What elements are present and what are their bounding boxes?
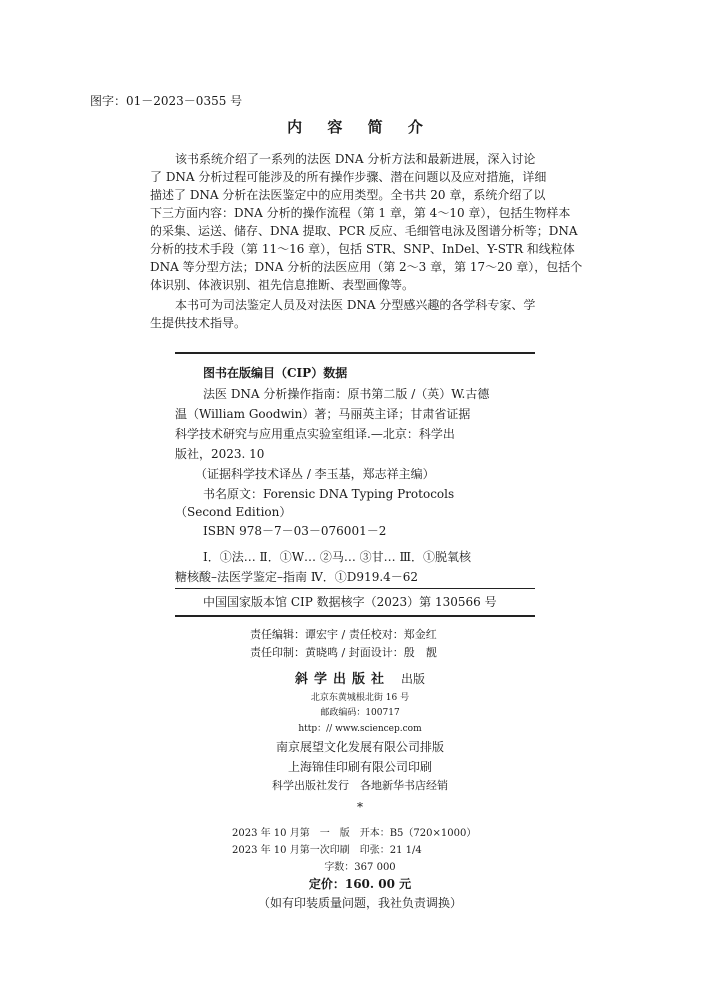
- cip-line: 法医 DNA 分析操作指南：原书第二版 /（英）W.古德: [203, 387, 490, 401]
- summary-line: 该书系统介绍了一系列的法医 DNA 分析方法和最新进展，深入讨论: [175, 152, 536, 166]
- cip-bottom-rule: [175, 615, 535, 617]
- summary-line: 生提供技术指导。: [150, 316, 247, 330]
- distribution: 科学出版社发行 各地新华书店经销: [272, 779, 448, 792]
- summary-line: 了 DNA 分析过程可能涉及的所有操作步骤、潜在问题以及应对措施，详细: [150, 170, 547, 184]
- cip-line: （证据科学技术译丛 / 李玉基，郑志祥主编）: [195, 467, 435, 481]
- publisher-name-line: [0, 668, 720, 687]
- cip-line: （Second Edition）: [175, 505, 292, 519]
- cip-line: 版社，2023. 10: [175, 447, 265, 461]
- summary-line: 描述了 DNA 分析在法医鉴定中的应用类型。全书共 20 章，系统介绍了以: [150, 188, 546, 202]
- printer: 上海锦佳印刷有限公司印刷: [287, 760, 432, 774]
- publisher-address: 北京东黄城根北街 16 号: [310, 693, 410, 703]
- edition-line: 2023 年 10 月第一次印刷 印张：21 1/4: [232, 845, 422, 856]
- quality-note: （如有印装质量问题，我社负责调换）: [257, 896, 462, 910]
- cip-data-number: 中国国家版本馆 CIP 数据核字（2023）第 130566 号: [203, 595, 497, 609]
- credits-editors: 责任编辑：谭宏宇 / 责任校对：郑金红: [250, 628, 437, 641]
- summary-line: DNA 等分型方法；DNA 分析的法医应用（第 2～3 章，第 17～20 章），包括个: [150, 260, 583, 274]
- cip-line: 书名原文：Forensic DNA Typing Protocols: [203, 487, 455, 501]
- credits-production: 责任印制：黄晓鸣 / 封面设计：殷 靓: [250, 646, 437, 659]
- word-count: 字数：367 000: [324, 862, 396, 873]
- cip-line: 科学技术研究与应用重点实验室组译.—北京：科学出: [175, 427, 455, 441]
- publisher-website: http：// www.sciencep.com: [298, 724, 422, 734]
- cip-heading: 图书在版编目（CIP）数据: [203, 366, 348, 380]
- typesetter: 南京展望文化发展有限公司排版: [275, 740, 444, 754]
- summary-line: 下三方面内容：DNA 分析的操作流程（第 1 章，第 4～10 章），包括生物样本: [150, 206, 571, 220]
- summary-line: 体识别、体液识别、祖先信息推断、表型画像等。: [150, 278, 415, 292]
- summary-line: 本书可为司法鉴定人员及对法医 DNA 分型感兴趣的各学科专家、学: [175, 298, 536, 312]
- publisher-logo: 斜学出版社: [294, 672, 390, 687]
- cip-classification: Ⅰ．①法… Ⅱ．①W… ②马… ③甘… Ⅲ．①脱氧核: [203, 550, 472, 564]
- cip-classification: 糖核酸–法医学鉴定–指南 Ⅳ．①D919.4－62: [175, 570, 419, 584]
- copyright-registration-number: 图字：01－2023－0355 号: [90, 94, 243, 108]
- page-title: 内 容 简 介: [287, 118, 433, 136]
- cip-isbn: ISBN 978－7－03－076001－2: [203, 524, 387, 538]
- summary-line: 的采集、运送、储存、DNA 提取、PCR 反应、毛细管电泳及图谱分析等；DNA: [150, 224, 578, 238]
- edition-line: 2023 年 10 月第 一 版 开本：B5（720×1000）: [232, 828, 477, 839]
- publisher-postcode: 邮政编码：100717: [320, 708, 400, 718]
- publisher-suffix: 出版: [401, 672, 426, 686]
- separator-star: *: [357, 800, 363, 814]
- summary-line: 分析的技术手段（第 11～16 章），包括 STR、SNP、InDel、Y-STR 和线粒体: [150, 242, 575, 256]
- price: 定价：160. 00 元: [308, 877, 412, 891]
- cip-middle-rule: [175, 588, 535, 589]
- cip-line: 温（William Goodwin）著；马丽英主译；甘肃省证据: [175, 407, 471, 421]
- cip-top-rule: [175, 352, 535, 354]
